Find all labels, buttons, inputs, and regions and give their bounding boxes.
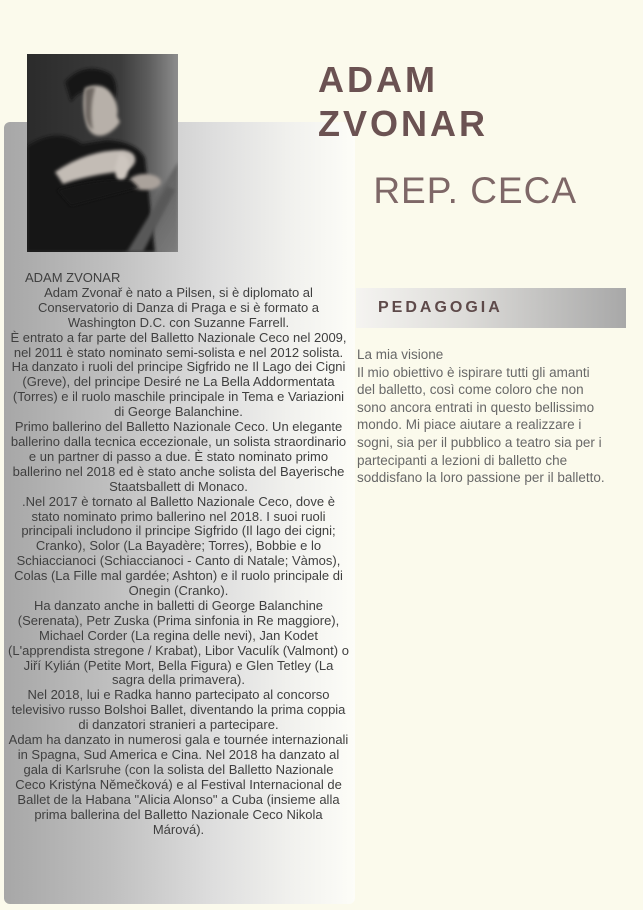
bio-paragraph: Adam Zvonař è nato a Pilsen, si è diplomato al Conservatorio di Danza di Praga e si è formato a Washington D.C. con Suzanne Farrell. [37,284,320,330]
bio-paragraph: .Nel 2017 è tornato al Balletto Nazionale Ceco, dove è stato nominato primo ballerino nel 2018. I suoi ruoli principali includono il principe Sigfrido (Il lago dei cigni; Cranko), Solor (La Bayadère; Torres), Bobbie e lo Schiaccianoci (Schiaccianoci - Canto di Natale; Vàmos), Colas (La Fille mal gardée; Ashton) e il ruolo principale di Onegin (Cranko). [14,493,343,599]
portrait-photo-art [27,54,178,252]
bio-paragraph: Adam ha danzato in numerosi gala e tournée internazionali in Spagna, Sud America e Cina. Nel 2018 ha danzato al gala di Karlsruhe (con la solista del Balletto Nazionale Ceco Kristýna Němečková) e al Festival Internacional de Ballet de la Habana "Alicia Alonso" a Cuba (insieme alla prima ballerina del Balletto Nazionale Ceco Nikola Márová). [8,732,349,837]
bio-paragraph: Nel 2018, lui e Radka hanno partecipato al concorso televisivo russo Bolshoi Ballet, diventando la prima coppia di danzatori stranieri a partecipare. [11,687,346,733]
bio-caption: ADAM ZVONAR [25,270,121,285]
page-title [318,58,488,146]
pedagogy-heading: PEDAGOGIA [378,299,503,316]
bio-paragraph: Primo ballerino del Balletto Nazionale Ceco. Un elegante ballerino dalla tecnica eccezionale, un solista straordinario e un partner di passo a due. È stato nominato primo ballerino nel 2018 ed è stato anche solista del Bayerische Staatsballett di Monaco. [10,419,347,494]
vision-title: La mia visione [357,347,444,362]
page-subtitle: REP. CECA [373,170,577,211]
bio-paragraph: È entrato a far parte del Balletto Nazionale Ceco nel 2009, nel 2011 è stato nominato semi-solista e nel 2012 solista. Ha danzato i ruoli del principe Sigfrido ne Il Lago dei Cigni (Greve), del principe Desiré ne La Bella Addormentata (Torres) e il ruolo maschile principale in Tema e Variazioni di George Balanchine. [10,329,347,420]
portrait-photo [27,54,178,252]
pedagogy-header-bar [356,288,626,328]
page-title-line1: ADAM [318,59,438,100]
biography-column [8,271,349,837]
bio-paragraph: Ha danzato anche in balletti di George Balanchine (Serenata), Petr Zuska (Prima sinfonia in Re maggiore), Michael Corder (La regina delle nevi), Jan Kodet (L'apprendista stregone / Krabat), Libor Vaculík (Valmont) o Jiří Kylián (Petite Mort, Bella Figura) e Glen Tetley (La sagra della primavera). [8,597,349,688]
page-title-line2: ZVONAR [318,103,488,144]
vision-block [357,346,609,487]
bio-paragraphs [8,286,349,838]
vision-body: Il mio obiettivo è ispirare tutti gli amanti del balletto, così come coloro che non sono ancora entrati in questo bellissimo mondo. Mi piace aiutare a realizzare i sogni, sia per il pubblico a teatro sia per i partecipanti a lezioni di balletto che soddisfano la loro passione per il balletto. [357,364,605,486]
